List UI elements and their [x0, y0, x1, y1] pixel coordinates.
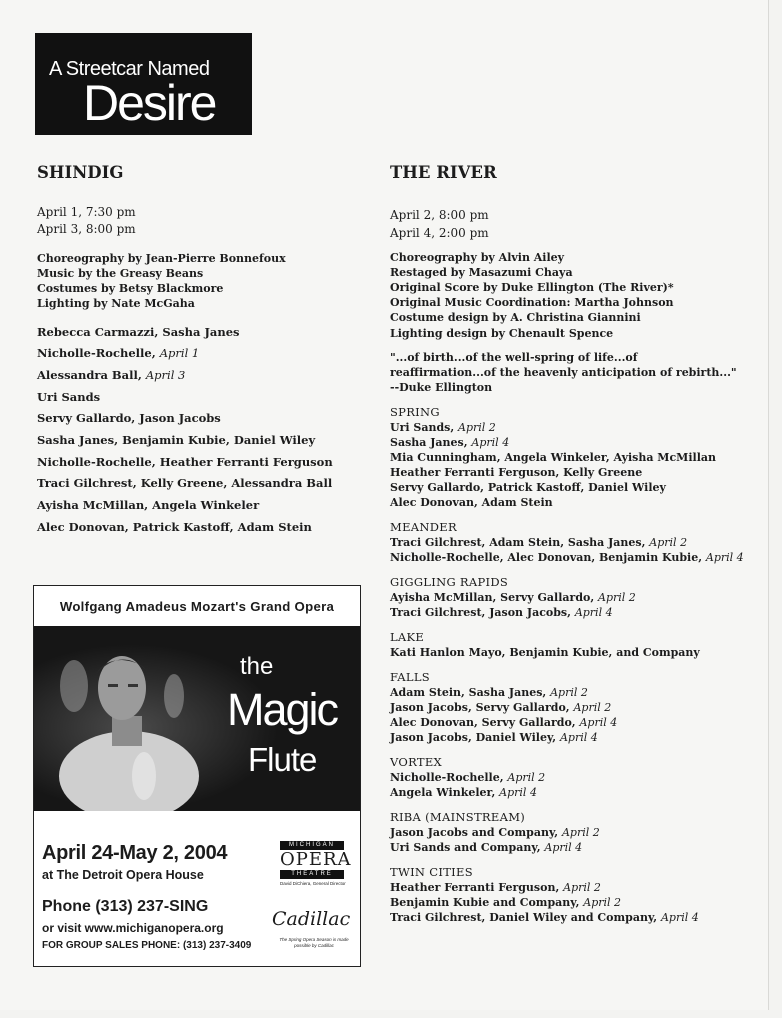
river-heading: THE RIVER — [390, 163, 497, 182]
cast-line: Alessandra Ball, April 3 — [37, 367, 186, 382]
cast-line: Kati Hanlon Mayo, Benjamin Kubie, and Company — [390, 645, 700, 659]
section-falls — [390, 670, 760, 745]
cast-line: Uri Sands, April 2 — [390, 420, 496, 434]
section-title: SPRING — [390, 404, 440, 419]
shindig-heading: SHINDIG — [37, 163, 124, 182]
cast-line: Traci Gilchrest, Daniel Wiley and Company, April 4 — [390, 910, 699, 924]
credit-line: Costume design by A. Christina Giannini — [390, 311, 641, 325]
cast-line: Nicholle-Rochelle, Heather Ferranti Ferguson — [37, 454, 333, 469]
section-title: GIGGLING RAPIDS — [390, 574, 509, 589]
ad-title-the: the — [240, 653, 274, 680]
shindig-credits — [37, 251, 337, 311]
cast-line: Uri Sands — [37, 389, 101, 404]
cast-line: Ayisha McMillan, Angela Winkeler — [37, 498, 260, 512]
shindig-date: April 3, 8:00 pm — [37, 221, 136, 236]
title-line-2: Desire — [83, 75, 216, 131]
cast-line: Rebecca Carmazzi, Sasha Janes — [37, 324, 240, 339]
logo-opera: OPERA — [280, 849, 352, 870]
program-title-box — [35, 33, 252, 135]
cast-line: Heather Ferranti Ferguson, April 2 — [390, 880, 601, 894]
cast-line: Jason Jacobs and Company, April 2 — [390, 825, 600, 839]
credit-line: Original Music Coordination: Martha Johnson — [390, 296, 674, 310]
cast-line: Alec Donovan, Patrick Kastoff, Adam Stein — [37, 519, 312, 534]
quote-line: reaffirmation...of the heavenly anticipation of rebirth..." — [390, 365, 737, 379]
cast-line: Sasha Janes, April 4 — [390, 435, 510, 449]
sponsor-note: The Spring Opera Season is made possible by Cadillac — [279, 937, 349, 948]
cast-line: Alec Donovan, Adam Stein — [390, 495, 553, 509]
credit-line: Lighting by Nate McGaha — [37, 296, 195, 310]
cast-line: Nicholle-Rochelle, April 2 — [390, 770, 546, 784]
credit-line: Music by the Greasy Beans — [37, 266, 204, 280]
section-spring — [390, 405, 760, 510]
shindig-column — [37, 165, 337, 541]
michigan-opera-logo — [280, 841, 352, 886]
title-line-1: A Streetcar Named — [49, 58, 210, 80]
section-riba — [390, 810, 760, 855]
cast-line: Alec Donovan, Servy Gallardo, April 4 — [390, 715, 618, 729]
logo-top-band: MICHIGAN — [280, 841, 344, 850]
cast-line: Servy Gallardo, Patrick Kastoff, Daniel Wiley — [390, 480, 666, 494]
shindig-dates — [37, 204, 337, 238]
quote-attribution: --Duke Ellington — [390, 380, 493, 394]
ad-group-sales: FOR GROUP SALES PHONE: (313) 237-3409 — [42, 940, 252, 951]
cast-line: Benjamin Kubie and Company, April 2 — [390, 895, 622, 909]
magic-flute-ad — [33, 585, 361, 967]
section-title: LAKE — [390, 629, 425, 644]
ad-dates: April 24-May 2, 2004 — [42, 842, 228, 864]
logo-bottom-band: THEATRE — [280, 870, 344, 879]
cast-line: Mia Cunningham, Angela Winkeler, Ayisha McMillan — [390, 450, 717, 464]
credit-line: Restaged by Masazumi Chaya — [390, 265, 573, 279]
section-title: VORTEX — [390, 754, 443, 769]
cast-line: Angela Winkeler, April 4 — [390, 785, 537, 799]
ellington-quote — [390, 350, 760, 395]
ad-photo — [34, 626, 360, 811]
section-vortex — [390, 755, 760, 800]
cast-line: Heather Ferranti Ferguson, Kelly Greene — [390, 465, 643, 479]
ad-website: or visit www.michiganopera.org — [42, 921, 224, 935]
ad-phone: Phone (313) 237-SING — [42, 898, 209, 915]
section-title: FALLS — [390, 669, 430, 684]
credit-line: Costumes by Betsy Blackmore — [37, 281, 224, 295]
cast-line: Uri Sands and Company, April 4 — [390, 840, 583, 854]
section-twin-cities — [390, 865, 760, 925]
logo-director: David DiChiera, General Director — [280, 881, 346, 886]
river-column — [390, 165, 760, 925]
credit-line: Lighting design by Chenault Spence — [390, 326, 614, 340]
cast-line: Traci Gilchrest, Adam Stein, Sasha Janes, April 2 — [390, 535, 688, 549]
shindig-cast — [37, 325, 337, 542]
ad-title-flute: Flute — [248, 741, 317, 778]
river-date: April 2, 8:00 pm — [390, 207, 489, 222]
section-giggling-rapids — [390, 575, 760, 620]
cast-line: Servy Gallardo, Jason Jacobs — [37, 411, 221, 426]
river-date: April 4, 2:00 pm — [390, 225, 489, 240]
river-credits — [390, 250, 760, 341]
cadillac-logo: Cadillac — [272, 908, 351, 930]
credit-line: Choreography by Jean-Pierre Bonnefoux — [37, 251, 286, 265]
ad-venue: at The Detroit Opera House — [42, 868, 204, 882]
shindig-date: April 1, 7:30 pm — [37, 204, 136, 219]
cast-line: Traci Gilchrest, Kelly Greene, Alessandra Ball — [37, 476, 333, 491]
cast-line: Ayisha McMillan, Servy Gallardo, April 2 — [390, 590, 636, 604]
credit-line: Original Score by Duke Ellington (The River)* — [390, 280, 674, 294]
cast-line: Jason Jacobs, Servy Gallardo, April 2 — [390, 700, 612, 714]
ad-title-magic: Magic — [227, 684, 338, 735]
credit-line: Choreography by Alvin Ailey — [390, 250, 565, 264]
ad-headline: Wolfgang Amadeus Mozart's Grand Opera — [59, 598, 335, 614]
cast-line: Traci Gilchrest, Jason Jacobs, April 4 — [390, 605, 613, 619]
cast-line: Nicholle-Rochelle, April 1 — [37, 346, 200, 361]
river-dates — [390, 206, 760, 242]
cast-line: Sasha Janes, Benjamin Kubie, Daniel Wiley — [37, 432, 316, 447]
section-title: TWIN CITIES — [390, 864, 473, 879]
section-title: RIBA (MAINSTREAM) — [390, 809, 526, 824]
section-title: MEANDER — [390, 519, 457, 534]
section-lake — [390, 630, 760, 660]
cast-line: Nicholle-Rochelle, Alec Donovan, Benjamin Kubie, April 4 — [390, 550, 744, 564]
cast-line: Jason Jacobs, Daniel Wiley, April 4 — [390, 730, 598, 744]
cast-line: Adam Stein, Sasha Janes, April 2 — [390, 685, 588, 699]
quote-line: "...of birth...of the well-spring of life...of — [390, 350, 638, 364]
section-meander — [390, 520, 760, 565]
